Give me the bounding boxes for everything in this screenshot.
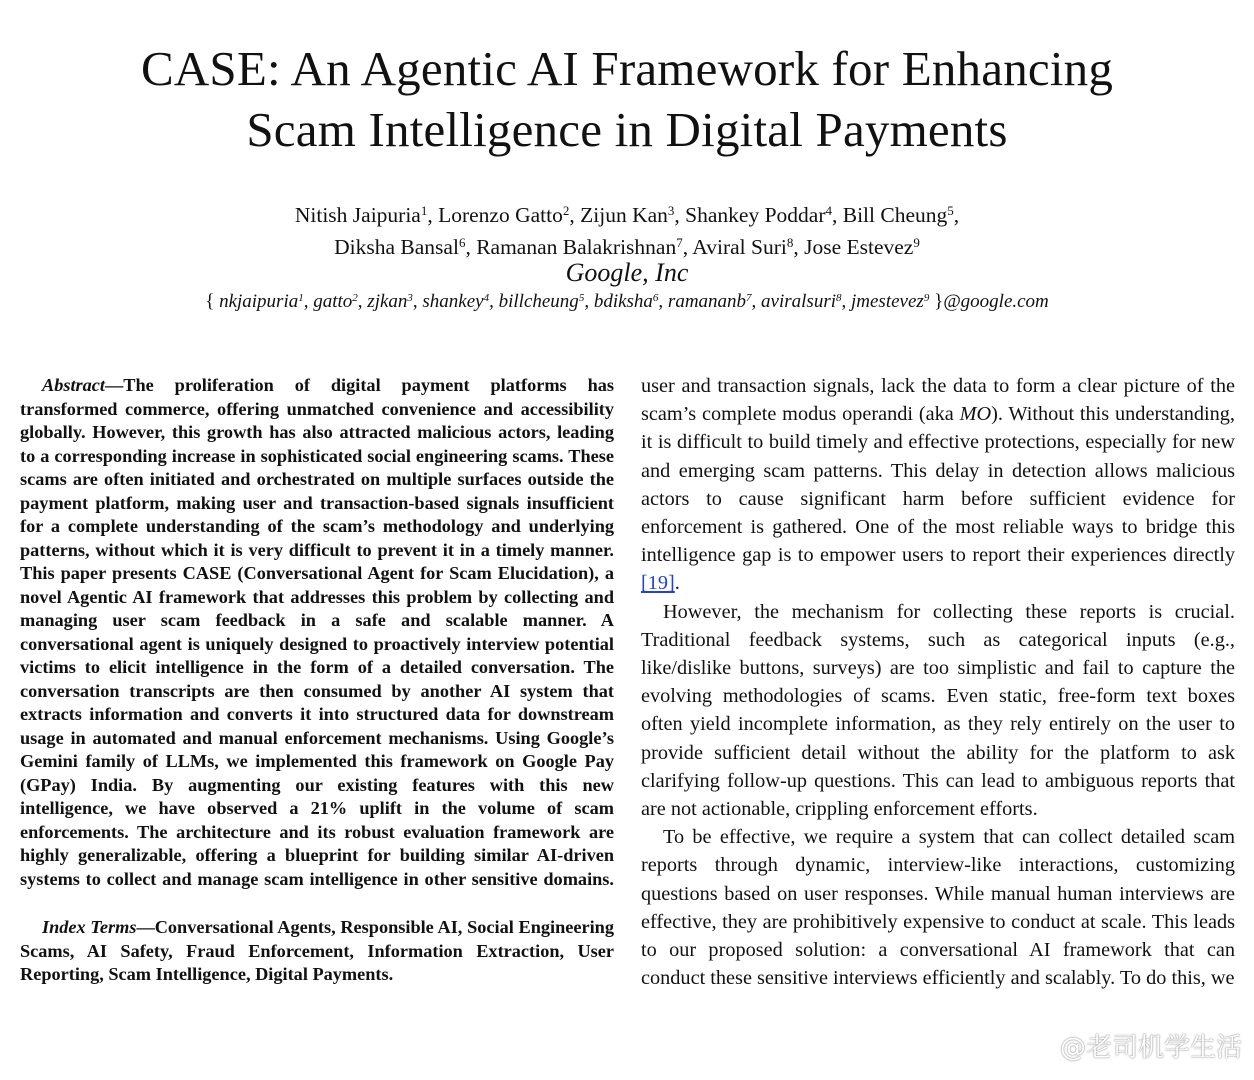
abstract-label: Abstract (42, 375, 105, 395)
paper-title (0, 38, 1254, 160)
author: Lorenzo Gatto$^2$ (438, 203, 570, 227)
author: Jose Estevez$^9$ (804, 235, 920, 259)
citation-link[interactable]: [19] (641, 572, 675, 595)
title-line-2: Scam Intelligence in Digital Payments (246, 102, 1008, 157)
author-list: Nitish Jaipuria$^1$, Lorenzo Gatto$^2$, Zijun Kan$^3$, Shankey Poddar$^4$, Bill Cheung$^5$, Diksha Bansal$^6$, Ramanan Balakrishnan$^7$, Aviral Suri$^8$, Jose Estevez$^9$ (294, 203, 960, 259)
abstract-text: The proliferation of digital payment platforms has transformed commerce, offering unmatched convenience and accessibility globally. However, this growth has also attracted malicious actors, leading to a corresponding increase in sophisticated social engineering scams. These scams are often initiated and orchestrated on multiple surfaces outside the payment platform, making user and transaction-based signals insufficient for a complete understanding of the scam’s methodology and underlying patterns, without which it is very difficult to prevent it in a timely manner. This paper presents CASE (Conversational Agent for Scam Elucidation), a novel Agentic AI framework that addresses this problem by collecting and managing user scam feedback in a safe and scalable manner. A conversational agent is uniquely designed to proactively interview potential victims to elicit intelligence in the form of a detailed conversation. The conversation transcripts are then consumed by another AI system that extracts information and converts it into structured data for downstream usage in automated and manual enforcement mechanisms. Using Google’s Gemini family of LLMs, we implemented this framework on Google Pay (GPay) India. By augmenting our existing features with this new intelligence, we have observed a 21% uplift in the volume of scam enforcements. The architecture and its robust evaluation framework are highly generalizable, offering a blueprint for building similar AI-driven systems to collect and manage scam intelligence in other sensitive domains. (20, 375, 614, 889)
title-line-1: CASE: An Agentic AI Framework for Enhancing (140, 41, 1114, 96)
right-column (641, 372, 1235, 992)
body-paragraph-1: user and transaction signals, lack the data to form a clear picture of the scam’s complete modus operandi (aka MO). Without this understanding, it is difficult to build timely and effective protections, especially for new and emerging scam patterns. This delay in detection allows malicious actors to cause significant harm before sufficient evidence for enforcement is gathered. One of the most reliable ways to bridge this intelligence gap is to empower users to report their experiences directly [19]. (641, 375, 1235, 595)
author: Diksha Bansal$^6$ (334, 235, 466, 259)
author: Aviral Suri$^8$ (692, 235, 794, 259)
index-terms: Index Terms—Conversational Agents, Responsible AI, Social Engineering Scams, AI Safety, Fraud Enforcement, Information Extraction, User Reporting, Scam Intelligence, Digital Payments. (20, 917, 614, 984)
author: Zijun Kan$^3$ (580, 203, 675, 227)
body-paragraph-2: However, the mechanism for collecting these reports is crucial. Traditional feedback systems, such as categorical inputs (e.g., like/dislike buttons, surveys) are too simplistic and fail to capture the evolving methodologies of scams. Even static, free-form text boxes often yield incomplete information, as they rely entirely on the user to provide sufficient detail without the ability for the platform to ask clarifying follow-up questions. This can lead to ambiguous reports that are not actionable, crippling enforcement efforts. (641, 600, 1235, 821)
abstract: Abstract—The proliferation of digital payment platforms has transformed commerce, offering unmatched convenience and accessibility globally. However, this growth has also attracted malicious actors, leading to a corresponding increase in sophisticated social engineering scams. These scams are often initiated and orchestrated on multiple surfaces outside the payment platform, making user and transaction-based signals insufficient for a complete understanding of the scam’s methodology and underlying patterns, without which it is very difficult to prevent it in a timely manner. This paper presents CASE (Conversational Agent for Scam Elucidation), a novel Agentic AI framework that addresses this problem by collecting and managing user scam feedback in a safe and scalable manner. A conversational agent is uniquely designed to proactively interview potential victims to elicit intelligence in the form of a detailed conversation. The conversation transcripts are then consumed by another AI system that extracts information and converts it into structured data for downstream usage in automated and manual enforcement mechanisms. Using Google’s Gemini family of LLMs, we implemented this framework on Google Pay (GPay) India. By augmenting our existing features with this new intelligence, we have observed a 21% uplift in the volume of scam enforcements. The architecture and its robust evaluation framework are highly generalizable, offering a blueprint for building similar AI-driven systems to collect and manage scam intelligence in other sensitive domains. (20, 375, 614, 889)
affiliation: Google, Inc (565, 258, 689, 287)
author: Shankey Poddar$^4$ (685, 203, 832, 227)
body-paragraph-3: To be effective, we require a system that can collect detailed scam reports through dynamic, interview-like interactions, customizing questions based on user responses. While manual human interviews are effective, they are prohibitively expensive to conduct at scale. This leads to our proposed solution: a conversational AI framework that can conduct these sensitive interviews efficiently and scalably. To do this, we (641, 826, 1235, 990)
index-terms-text: Conversational Agents, Responsible AI, Social Engineering Scams, AI Safety, Fraud Enforcement, Information Extraction, User Reporting, Scam Intelligence, Digital Payments. (20, 917, 614, 984)
email-domain: @google.com (943, 291, 1049, 312)
author: Ramanan Balakrishnan$^7$ (476, 235, 683, 259)
watermark: @老司机学生活 (1059, 1033, 1242, 1063)
left-column (20, 374, 614, 987)
author: Nitish Jaipuria$^1$ (294, 203, 428, 227)
email-list: { nkjaipuria$^1$, gatto$^2$, zjkan$^3$, shankey$^4$, billcheung$^5$, bdiksha$^6$, ramananb$^7$, aviralsuri$^8$, jmestevez$^9$ }@google.com (205, 291, 1049, 312)
index-terms-label: Index Terms (42, 917, 137, 937)
author: Bill Cheung$^5$ (842, 203, 954, 227)
